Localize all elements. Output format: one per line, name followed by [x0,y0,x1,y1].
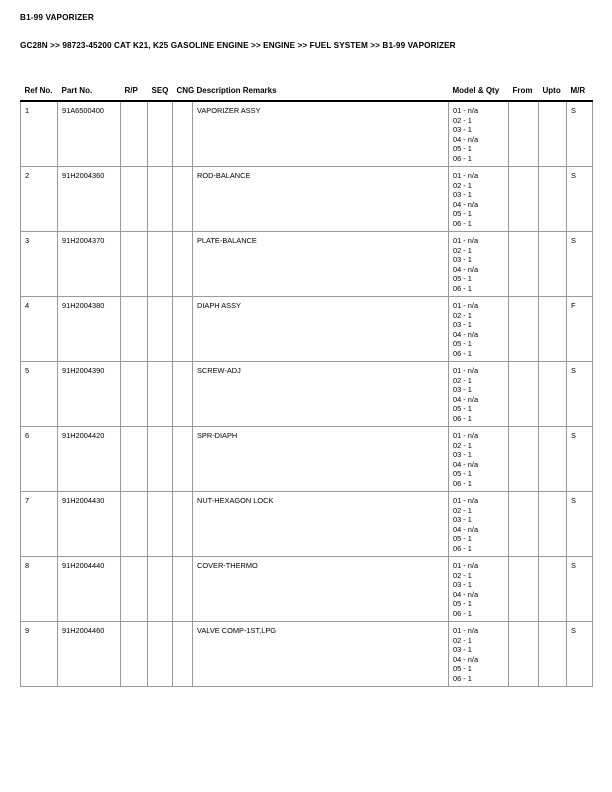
model-qty-line: 06 - 1 [453,283,472,293]
model-qty-line: 04 - n/a [453,654,479,664]
cell-part-no-text: 91H2004440 [62,561,105,570]
cell-mr-text: S [571,496,576,505]
cell-cng [173,297,193,362]
table-row [21,232,593,297]
cell-part-no-text: 91H2004430 [62,496,105,505]
cell-mr [567,492,593,557]
cell-part-no [58,167,121,232]
cell-rp [121,622,148,687]
cell-description-text: DIAPH ASSY [197,301,241,310]
table-header [21,86,593,101]
table-row [21,622,593,687]
model-qty-line: 04 - n/a [453,589,479,599]
cell-ref-no-text: 8 [25,561,30,570]
page-title: B1-99 VAPORIZER [20,13,94,22]
cell-part-no [58,557,121,622]
cell-part-no-text: 91H2004370 [62,236,105,245]
model-qty-line: 03 - 1 [453,515,472,525]
model-qty-line: 01 - n/a [453,236,479,245]
cell-from [509,101,539,167]
cell-from [509,362,539,427]
model-qty-line: 05 - 1 [453,209,472,219]
table-row [21,427,593,492]
cell-seq [148,622,173,687]
table-row [21,492,593,557]
cell-description [193,557,449,622]
table-row [21,167,593,232]
cell-part-no-text: 91H2004360 [62,171,105,180]
cell-from [509,232,539,297]
cell-mr-text: S [571,171,576,180]
cell-mr [567,297,593,362]
cell-seq [148,557,173,622]
cell-rp [121,427,148,492]
model-qty-line: 02 - 1 [453,180,472,190]
cell-part-no-text: 91H2004420 [62,431,105,440]
model-qty-line: 04 - n/a [453,459,479,469]
cell-upto [539,622,567,687]
cell-upto [539,297,567,362]
model-qty-line: 01 - n/a [453,496,479,505]
cell-mr-text: F [571,301,576,310]
model-qty-line: 06 - 1 [453,543,472,553]
cell-description [193,167,449,232]
column-header-cng: CNG [173,86,193,101]
table-row [21,101,593,167]
cell-cng [173,427,193,492]
cell-ref-no [21,492,58,557]
cell-mr [567,622,593,687]
cell-description [193,232,449,297]
cell-part-no-text: 91H2004390 [62,366,105,375]
cell-description-text: VALVE COMP-1ST,LPG [197,626,276,635]
table-header-row [21,86,593,101]
model-qty-line: 01 - n/a [453,106,479,115]
cell-from [509,167,539,232]
cell-from [509,492,539,557]
cell-seq [148,232,173,297]
column-header-upto: Upto [539,86,567,101]
column-header-part-no: Part No. [58,86,121,101]
model-qty-line: 02 - 1 [453,570,472,580]
cell-model-qty [449,167,509,232]
model-qty-line: 05 - 1 [453,339,472,349]
cell-cng [173,622,193,687]
cell-description [193,427,449,492]
cell-part-no-text: 91H2004460 [62,626,105,635]
cell-seq [148,362,173,427]
parts-table [20,86,593,687]
model-qty-line: 03 - 1 [453,190,472,200]
model-qty-line: 05 - 1 [453,664,472,674]
cell-cng [173,362,193,427]
cell-description-text: SCREW-ADJ [197,366,241,375]
cell-part-no [58,101,121,167]
cell-description-text: VAPORIZER ASSY [197,106,261,115]
cell-part-no [58,232,121,297]
cell-rp [121,492,148,557]
cell-upto [539,362,567,427]
cell-mr-text: S [571,561,576,570]
cell-mr-text: S [571,106,576,115]
model-qty-line: 01 - n/a [453,171,479,180]
model-qty-line: 04 - n/a [453,134,479,144]
cell-ref-no [21,557,58,622]
cell-seq [148,167,173,232]
cell-part-no [58,622,121,687]
cell-seq [148,101,173,167]
cell-cng [173,167,193,232]
model-qty-line: 04 - n/a [453,264,479,274]
cell-model-qty [449,492,509,557]
model-qty-line: 04 - n/a [453,394,479,404]
column-header-ref-no: Ref No. [21,86,58,101]
cell-from [509,297,539,362]
cell-ref-no-text: 6 [25,431,30,440]
cell-mr [567,232,593,297]
cell-upto [539,101,567,167]
table-row [21,557,593,622]
model-qty-line: 02 - 1 [453,505,472,515]
column-header-description: Description Remarks [193,86,449,101]
cell-part-no [58,362,121,427]
cell-mr [567,362,593,427]
column-header-from: From [509,86,539,101]
model-qty-line: 03 - 1 [453,255,472,265]
model-qty-line: 05 - 1 [453,404,472,414]
cell-mr-text: S [571,236,576,245]
cell-mr [567,101,593,167]
model-qty-line: 05 - 1 [453,274,472,284]
cell-ref-no [21,232,58,297]
model-qty-line: 03 - 1 [453,125,472,135]
cell-rp [121,297,148,362]
model-qty-line: 03 - 1 [453,385,472,395]
breadcrumb: GC28N >> 98723-45200 CAT K21, K25 GASOLINE ENGINE >> ENGINE >> FUEL SYSTEM >> B1-99 VAPORIZER [20,41,456,50]
model-qty-line: 02 - 1 [453,245,472,255]
parts-table-container [20,86,592,687]
cell-description-text: PLATE-BALANCE [197,236,257,245]
cell-rp [121,101,148,167]
model-qty-line: 03 - 1 [453,450,472,460]
cell-description [193,622,449,687]
cell-ref-no-text: 7 [25,496,30,505]
model-qty-line: 01 - n/a [453,301,479,310]
cell-ref-no-text: 3 [25,236,30,245]
cell-ref-no-text: 2 [25,171,30,180]
model-qty-line: 02 - 1 [453,375,472,385]
table-body [21,101,593,687]
cell-mr-text: S [571,366,576,375]
column-header-model-qty: Model & Qty [449,86,509,101]
cell-ref-no-text: 5 [25,366,30,375]
cell-upto [539,557,567,622]
cell-model-qty [449,427,509,492]
cell-seq [148,492,173,557]
model-qty-line: 01 - n/a [453,431,479,440]
column-header-seq: SEQ [148,86,173,101]
table-row [21,297,593,362]
model-qty-line: 04 - n/a [453,329,479,339]
model-qty-line: 05 - 1 [453,469,472,479]
cell-rp [121,232,148,297]
cell-from [509,557,539,622]
model-qty-line: 04 - n/a [453,524,479,534]
cell-part-no-text: 91H2004380 [62,301,105,310]
cell-part-no [58,492,121,557]
cell-upto [539,167,567,232]
model-qty-line: 05 - 1 [453,144,472,154]
column-header-rp: R/P [121,86,148,101]
cell-from [509,427,539,492]
model-qty-line: 06 - 1 [453,218,472,228]
cell-ref-no [21,362,58,427]
cell-description [193,101,449,167]
cell-description-text: NUT-HEXAGON LOCK [197,496,274,505]
cell-ref-no [21,427,58,492]
model-qty-line: 03 - 1 [453,580,472,590]
cell-rp [121,362,148,427]
cell-part-no [58,297,121,362]
cell-ref-no [21,167,58,232]
cell-model-qty [449,297,509,362]
model-qty-line: 06 - 1 [453,413,472,423]
cell-description [193,362,449,427]
model-qty-line: 06 - 1 [453,673,472,683]
cell-model-qty [449,362,509,427]
model-qty-line: 02 - 1 [453,635,472,645]
cell-ref-no-text: 9 [25,626,30,635]
model-qty-line: 05 - 1 [453,599,472,609]
column-header-mr: M/R [567,86,593,101]
table-row [21,362,593,427]
cell-seq [148,297,173,362]
cell-upto [539,427,567,492]
cell-ref-no [21,622,58,687]
cell-description-text: SPR-DIAPH [197,431,238,440]
cell-mr [567,557,593,622]
cell-ref-no [21,101,58,167]
cell-description [193,297,449,362]
cell-description-text: COVER-THERMO [197,561,258,570]
cell-seq [148,427,173,492]
model-qty-line: 06 - 1 [453,478,472,488]
cell-cng [173,492,193,557]
cell-mr [567,167,593,232]
model-qty-line: 02 - 1 [453,440,472,450]
model-qty-line: 01 - n/a [453,366,479,375]
cell-ref-no-text: 1 [25,106,30,115]
cell-upto [539,232,567,297]
model-qty-line: 01 - n/a [453,561,479,570]
model-qty-line: 06 - 1 [453,348,472,358]
cell-rp [121,167,148,232]
cell-model-qty [449,101,509,167]
cell-model-qty [449,622,509,687]
cell-mr-text: S [571,626,576,635]
model-qty-line: 03 - 1 [453,645,472,655]
cell-description [193,492,449,557]
cell-mr [567,427,593,492]
cell-cng [173,557,193,622]
cell-mr-text: S [571,431,576,440]
cell-from [509,622,539,687]
cell-upto [539,492,567,557]
cell-ref-no [21,297,58,362]
model-qty-line: 02 - 1 [453,115,472,125]
cell-rp [121,557,148,622]
cell-model-qty [449,232,509,297]
model-qty-line: 06 - 1 [453,608,472,618]
model-qty-line: 05 - 1 [453,534,472,544]
cell-description-text: ROD-BALANCE [197,171,251,180]
cell-cng [173,232,193,297]
model-qty-line: 02 - 1 [453,310,472,320]
model-qty-line: 04 - n/a [453,199,479,209]
model-qty-line: 03 - 1 [453,320,472,330]
cell-model-qty [449,557,509,622]
cell-part-no [58,427,121,492]
model-qty-line: 01 - n/a [453,626,479,635]
model-qty-line: 06 - 1 [453,153,472,163]
cell-part-no-text: 91A6500400 [62,106,104,115]
cell-cng [173,101,193,167]
cell-ref-no-text: 4 [25,301,30,310]
